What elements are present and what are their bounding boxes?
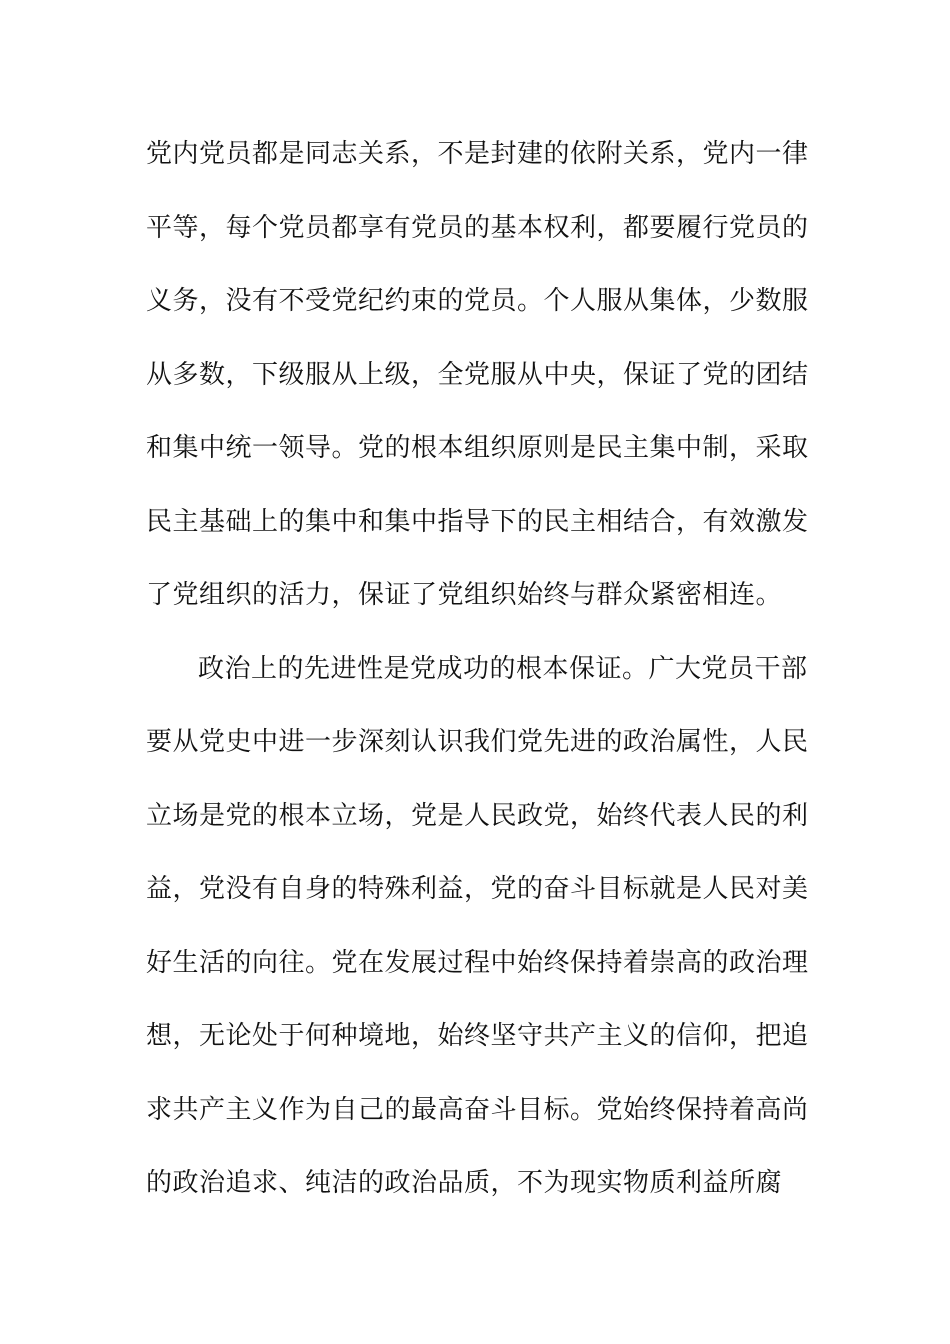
text-line: 平等，每个党员都享有党员的基本权利，都要履行党员的 [146, 212, 809, 243]
text-line: 求共产主义作为自己的最高奋斗目标。党始终保持着高尚 [146, 1094, 809, 1125]
text-line: 要从党史中进一步深刻认识我们党先进的政治属性，人民 [146, 727, 809, 757]
text-line: 好生活的向往。党在发展过程中始终保持着崇高的政治理 [146, 947, 809, 978]
text-line: 义务，没有不受党纪约束的党员。个人服从集体，少数服 [146, 286, 809, 316]
body-text [146, 128, 809, 1231]
text-line: 的政治追求、纯洁的政治品质，不为现实物质利益所腐 [146, 1168, 783, 1198]
text-line: 想，无论处于何种境地，始终坚守共产主义的信仰，把追 [146, 1021, 809, 1051]
text-line: 了党组织的活力，保证了党组织始终与群众紧密相连。 [146, 580, 783, 610]
text-line: 立场是党的根本立场，党是人民政党，始终代表人民的利 [146, 800, 809, 831]
text-line: 益，党没有自身的特殊利益，党的奋斗目标就是人民对美 [146, 874, 809, 904]
text-line: 从多数，下级服从上级，全党服从中央，保证了党的团结 [146, 359, 809, 390]
text-line: 党内党员都是同志关系，不是封建的依附关系，党内一律 [146, 139, 809, 169]
paragraph-start-line: 政治上的先进性是党成功的根本保证。广大党员干部 [198, 653, 808, 684]
text-line: 和集中统一领导。党的根本组织原则是民主集中制，采取 [146, 433, 809, 463]
text-line: 民主基础上的集中和集中指导下的民主相结合，有效激发 [146, 506, 809, 537]
